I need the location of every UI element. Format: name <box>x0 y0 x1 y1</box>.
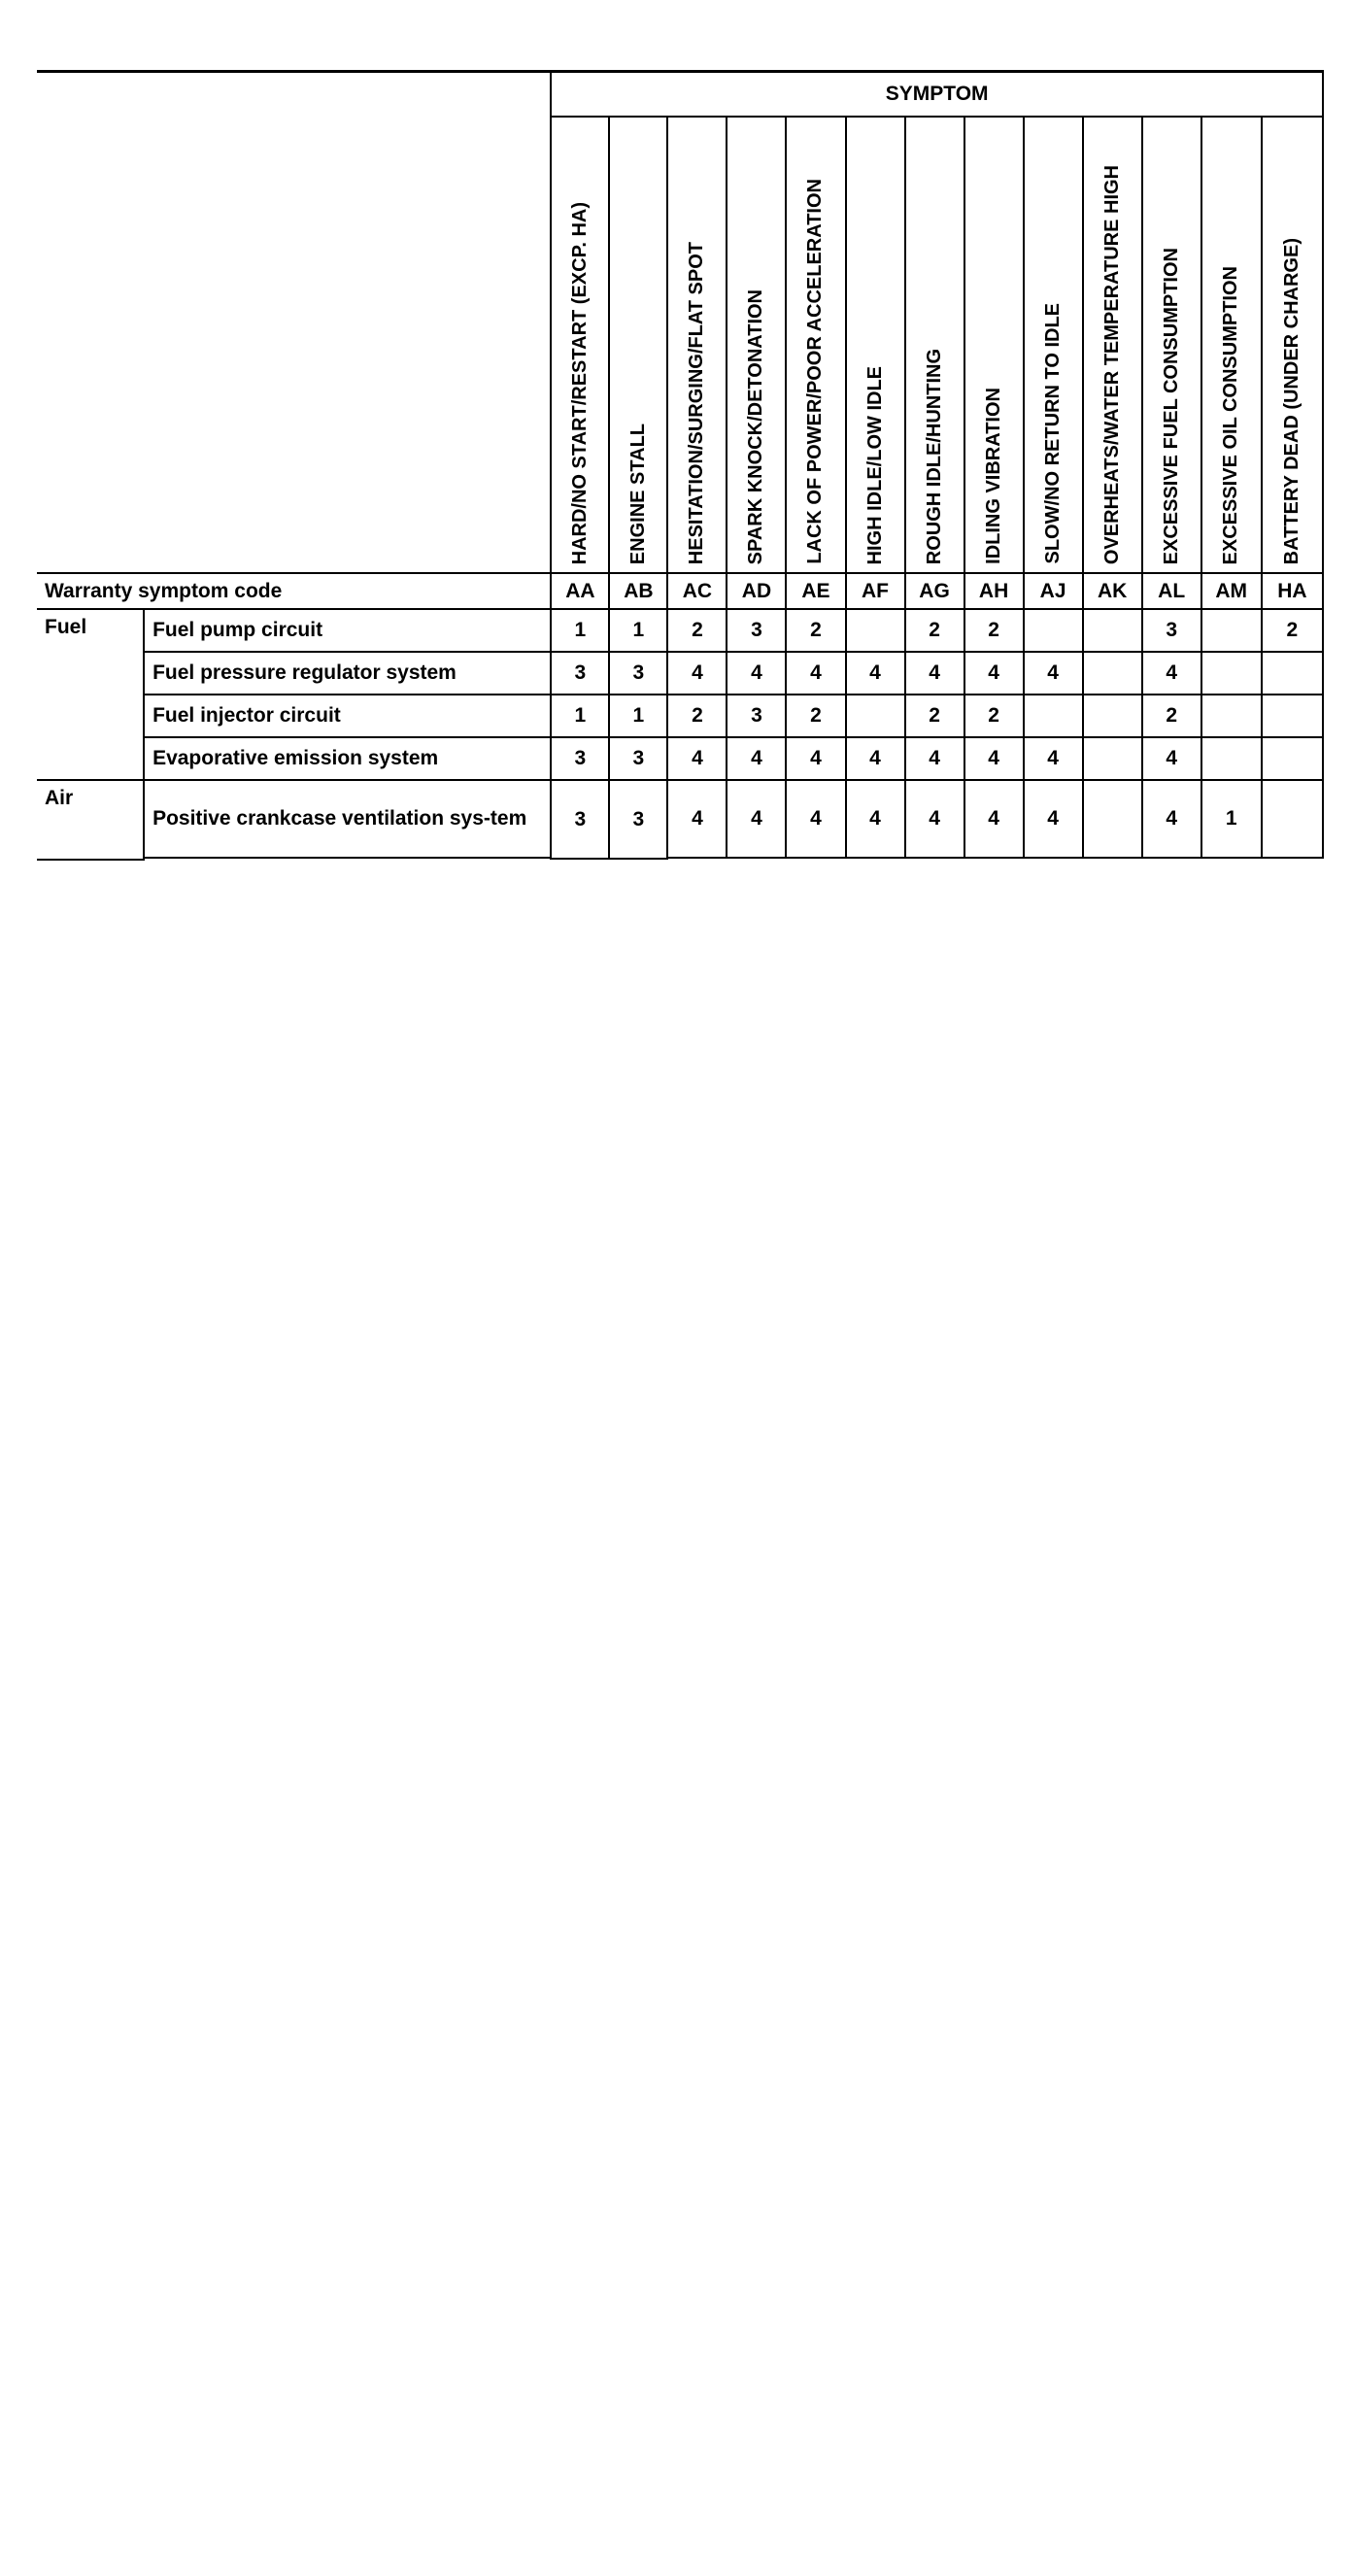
code-cell: AD <box>727 573 786 609</box>
code-cell: HA <box>1262 573 1323 609</box>
column-name: HARD/NO START/RESTART (EXCP. HA) <box>551 117 609 573</box>
cell <box>1262 695 1323 737</box>
symptom-matrix-table <box>37 70 1324 861</box>
cell: 2 <box>786 695 845 737</box>
code-cell: AC <box>667 573 727 609</box>
table-row <box>37 859 1323 860</box>
cell: 4 <box>964 780 1024 858</box>
warranty-row <box>37 573 1323 609</box>
code-cell: AE <box>786 573 845 609</box>
cell: 1 <box>1201 780 1262 858</box>
row-label: Positive crankcase ventilation sys-tem <box>144 780 551 858</box>
code-cell: AK <box>1083 573 1142 609</box>
table-row <box>37 609 1323 652</box>
cell <box>1083 652 1142 695</box>
cell <box>1201 695 1262 737</box>
column-name: SLOW/NO RETURN TO IDLE <box>1024 117 1083 573</box>
cell: 4 <box>1142 737 1201 780</box>
cell: 4 <box>905 737 964 780</box>
cell <box>846 609 905 652</box>
code-cell: AG <box>905 573 964 609</box>
row-label: Fuel pressure regulator system <box>144 652 551 695</box>
code-cell: AB <box>609 573 667 609</box>
cell: 4 <box>786 780 845 858</box>
cell: 3 <box>609 780 667 859</box>
cell <box>1201 652 1262 695</box>
code-cell: AL <box>1142 573 1201 609</box>
cell <box>1201 737 1262 780</box>
code-cell: AF <box>846 573 905 609</box>
header-blank <box>37 72 551 574</box>
cell <box>1262 737 1323 780</box>
cell: 2 <box>1142 695 1201 737</box>
cell <box>1024 609 1083 652</box>
cell: 4 <box>905 652 964 695</box>
cell: 4 <box>667 737 727 780</box>
cell: 4 <box>727 780 786 858</box>
cell: 2 <box>1262 609 1323 652</box>
cell <box>846 695 905 737</box>
cell: 3 <box>609 737 667 780</box>
cell: 4 <box>727 652 786 695</box>
cell: 4 <box>727 737 786 780</box>
table-row <box>37 737 1323 780</box>
cell: 3 <box>551 737 609 780</box>
cell: 3 <box>609 652 667 695</box>
table-row <box>37 695 1323 737</box>
cell: 1 <box>609 609 667 652</box>
row-label: Fuel pump circuit <box>144 609 551 652</box>
row-label: Fuel injector circuit <box>144 695 551 737</box>
cell: 2 <box>905 695 964 737</box>
cell: 3 <box>1142 609 1201 652</box>
column-name: IDLING VIBRATION <box>964 117 1024 573</box>
diagnosis-matrix-page <box>37 70 1324 861</box>
column-name: ROUGH IDLE/HUNTING <box>905 117 964 573</box>
cell: 3 <box>727 609 786 652</box>
warranty-label: Warranty symptom code <box>37 573 551 609</box>
cell: 4 <box>1024 780 1083 858</box>
cell: 4 <box>1024 652 1083 695</box>
column-name: HESITATION/SURGING/FLAT SPOT <box>667 117 727 573</box>
cell <box>1201 609 1262 652</box>
column-name: ENGINE STALL <box>609 117 667 573</box>
code-cell: AM <box>1201 573 1262 609</box>
code-cell: AA <box>551 573 609 609</box>
cell: 4 <box>964 652 1024 695</box>
symptom-header: SYMPTOM <box>551 72 1323 118</box>
cell: 4 <box>964 737 1024 780</box>
cell: 4 <box>1142 780 1201 858</box>
code-cell: AH <box>964 573 1024 609</box>
cell: 2 <box>667 695 727 737</box>
row-label: Evaporative emission system <box>144 737 551 780</box>
cell: 1 <box>551 609 609 652</box>
cell: 3 <box>551 780 609 859</box>
cell: 2 <box>667 609 727 652</box>
cell: 3 <box>727 695 786 737</box>
cell: 4 <box>667 652 727 695</box>
cell: 4 <box>1142 652 1201 695</box>
cell: 4 <box>846 737 905 780</box>
column-name: EXCESSIVE OIL CONSUMPTION <box>1201 117 1262 573</box>
cell: 1 <box>551 695 609 737</box>
column-name: OVERHEATS/WATER TEMPERATURE HIGH <box>1083 117 1142 573</box>
column-name: BATTERY DEAD (UNDER CHARGE) <box>1262 117 1323 573</box>
cell: 2 <box>964 609 1024 652</box>
cell: 4 <box>846 780 905 858</box>
cell: 4 <box>667 780 727 858</box>
code-cell: AJ <box>1024 573 1083 609</box>
cell: 2 <box>786 609 845 652</box>
cell: 4 <box>1024 737 1083 780</box>
cell: 2 <box>964 695 1024 737</box>
group-fuel: Fuel <box>37 609 144 780</box>
header-row <box>37 72 1323 118</box>
cell: 3 <box>551 652 609 695</box>
group-air: Air <box>37 780 144 860</box>
cell: 4 <box>786 652 845 695</box>
cell: 1 <box>609 695 667 737</box>
table-row <box>37 652 1323 695</box>
cell: 4 <box>846 652 905 695</box>
cell <box>1083 609 1142 652</box>
cell <box>1262 652 1323 695</box>
column-name: HIGH IDLE/LOW IDLE <box>846 117 905 573</box>
cell <box>1083 737 1142 780</box>
cell: 4 <box>905 780 964 858</box>
cell <box>1083 695 1142 737</box>
cell <box>1024 695 1083 737</box>
table-row <box>37 780 1323 819</box>
table-row <box>37 858 1323 859</box>
column-name: SPARK KNOCK/DETONATION <box>727 117 786 573</box>
cell <box>1083 780 1142 858</box>
cell: 2 <box>905 609 964 652</box>
cell <box>1262 780 1323 858</box>
column-name: EXCESSIVE FUEL CONSUMPTION <box>1142 117 1201 573</box>
cell: 4 <box>786 737 845 780</box>
column-name: LACK OF POWER/POOR ACCELERATION <box>786 117 845 573</box>
